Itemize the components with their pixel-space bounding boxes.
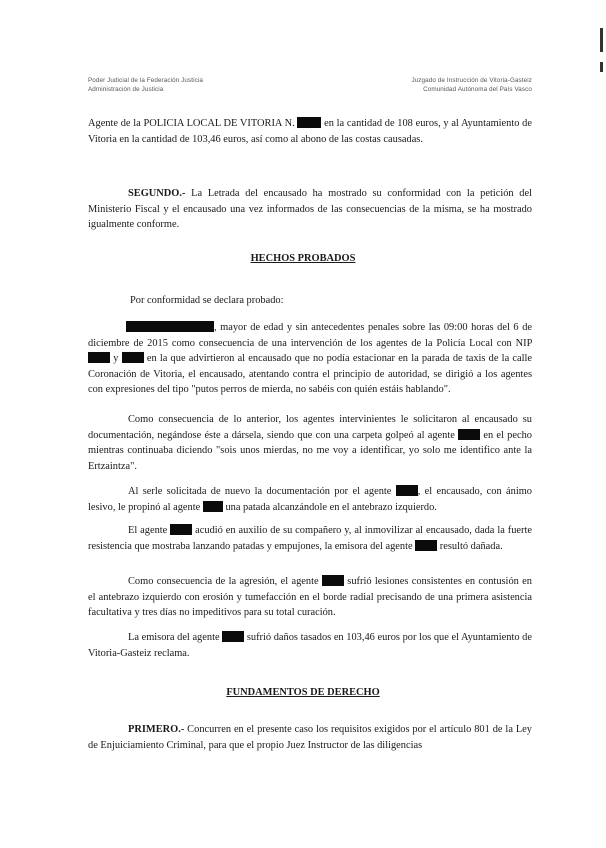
text: sufrió lesiones consistentes en contusión en el antebrazo izquierdo con erosión y tumefacción en el borde radial precisando de una primera asistencia facultativa y tres días no impeditivos para su total curación.	[88, 576, 532, 619]
text: Al serle solicitada de nuevo la documentación por el agente	[128, 486, 392, 497]
header-left	[88, 77, 203, 94]
text: en la cantidad de 108 euros, y al Ayuntamiento de Vitoria en la cantidad de 103,46 euros, así como al abono de las costas causadas.	[88, 118, 532, 145]
paragraph-primero	[88, 722, 532, 753]
text: y	[110, 353, 122, 365]
text: Como consecuencia de la agresión, el agente	[128, 576, 319, 587]
paragraph-hechos-6	[88, 630, 532, 661]
redaction	[88, 352, 110, 363]
text: La emisora del agente	[128, 632, 220, 643]
redaction	[222, 631, 244, 642]
redaction	[126, 321, 214, 332]
text: resultó dañada.	[437, 540, 503, 552]
redaction	[170, 524, 192, 535]
redaction	[322, 575, 344, 586]
text: en la que advirtieron al encausado que no podía estacionar en la parada de taxis de la calle Coronación de Vitoria, el encausado, atentando contra el principio de autoridad, se dirigió a los agentes con expresiones del tipo "putos perros de mierda, no sabéis con quién estáis hablando".	[88, 353, 533, 396]
redaction	[415, 540, 437, 551]
header-right-line-2: Comunidad Autónoma del País Vasco	[423, 85, 532, 93]
paragraph-hechos-2	[88, 412, 532, 474]
header-left-line-2: Administración de Justicia	[88, 85, 164, 93]
text: El agente	[128, 525, 168, 536]
redaction	[203, 501, 223, 512]
header-left-line-1: Poder Judicial de la Federación Justicia	[88, 77, 203, 84]
text: , mayor de edad y sin antecedentes penales sobre las 09:00 horas del 6 de diciembre de 2015 como consecuencia de una intervención de los agentes de la Policía Local con NIP	[88, 322, 532, 349]
text: sufrió daños tasados en 103,46 euros por los que el Ayuntamiento de Vitoria-Gasteiz reclama.	[88, 632, 532, 659]
paragraph-hechos-4	[88, 523, 532, 554]
paragraph-hechos-5	[88, 574, 532, 621]
header-right-line-1: Juzgado de Instrucción de Vitoria-Gasteiz	[411, 77, 532, 84]
text: Como consecuencia de lo anterior, los agentes intervinientes le solicitaron al encausado su documentación, negándose éste a dársela, siendo que con una carpeta golpeó al agente	[88, 414, 532, 441]
header-right	[411, 77, 532, 94]
text: en el pecho mientras continuaba diciendo "sois unos mierdas, no me voy a identificar, yo solo me identifico ante la Ertzaintza".	[88, 429, 532, 472]
paragraph-costs	[88, 116, 532, 147]
paragraph-segundo	[88, 186, 532, 233]
text: , el encausado, con ánimo lesivo, le propinó al agente	[88, 486, 532, 513]
redaction	[458, 429, 480, 440]
section-lead: SEGUNDO.-	[128, 188, 186, 199]
paragraph-hechos-3	[88, 484, 532, 515]
scan-edge-mark	[600, 28, 603, 52]
heading-hechos-probados: HECHOS PROBADOS	[250, 253, 356, 264]
text: Por conformidad se declara probado:	[130, 295, 284, 306]
redaction	[297, 117, 321, 128]
paragraph-hechos-1	[88, 320, 532, 398]
text: Agente de la POLICIA LOCAL DE VITORIA N.	[88, 118, 295, 129]
scan-edge-mark	[600, 62, 603, 72]
text: acudió en auxilio de su compañero y, al inmovilizar al encausado, dada la fuerte resistencia que mostraba lanzando patadas y empujones, la emisora del agente	[88, 525, 532, 552]
redaction	[396, 485, 418, 496]
text: La Letrada del encausado ha mostrado su conformidad con la petición del Ministerio Fiscal y el encausado una vez informados de las consecuencias de la misma, se ha mostrado igualmente conforme.	[88, 188, 532, 231]
heading-fundamentos-derecho: FUNDAMENTOS DE DERECHO	[226, 687, 380, 698]
text: una patada alcanzándole en el antebrazo izquierdo.	[222, 501, 437, 513]
section-lead: PRIMERO.-	[128, 724, 185, 735]
paragraph-conformidad	[88, 293, 532, 309]
text: Concurren en el presente caso los requisitos exigidos por el artículo 801 de la Ley de Enjuiciamiento Criminal, para que el propio Juez Instructor de las diligencias	[88, 724, 532, 751]
redaction	[122, 352, 144, 363]
